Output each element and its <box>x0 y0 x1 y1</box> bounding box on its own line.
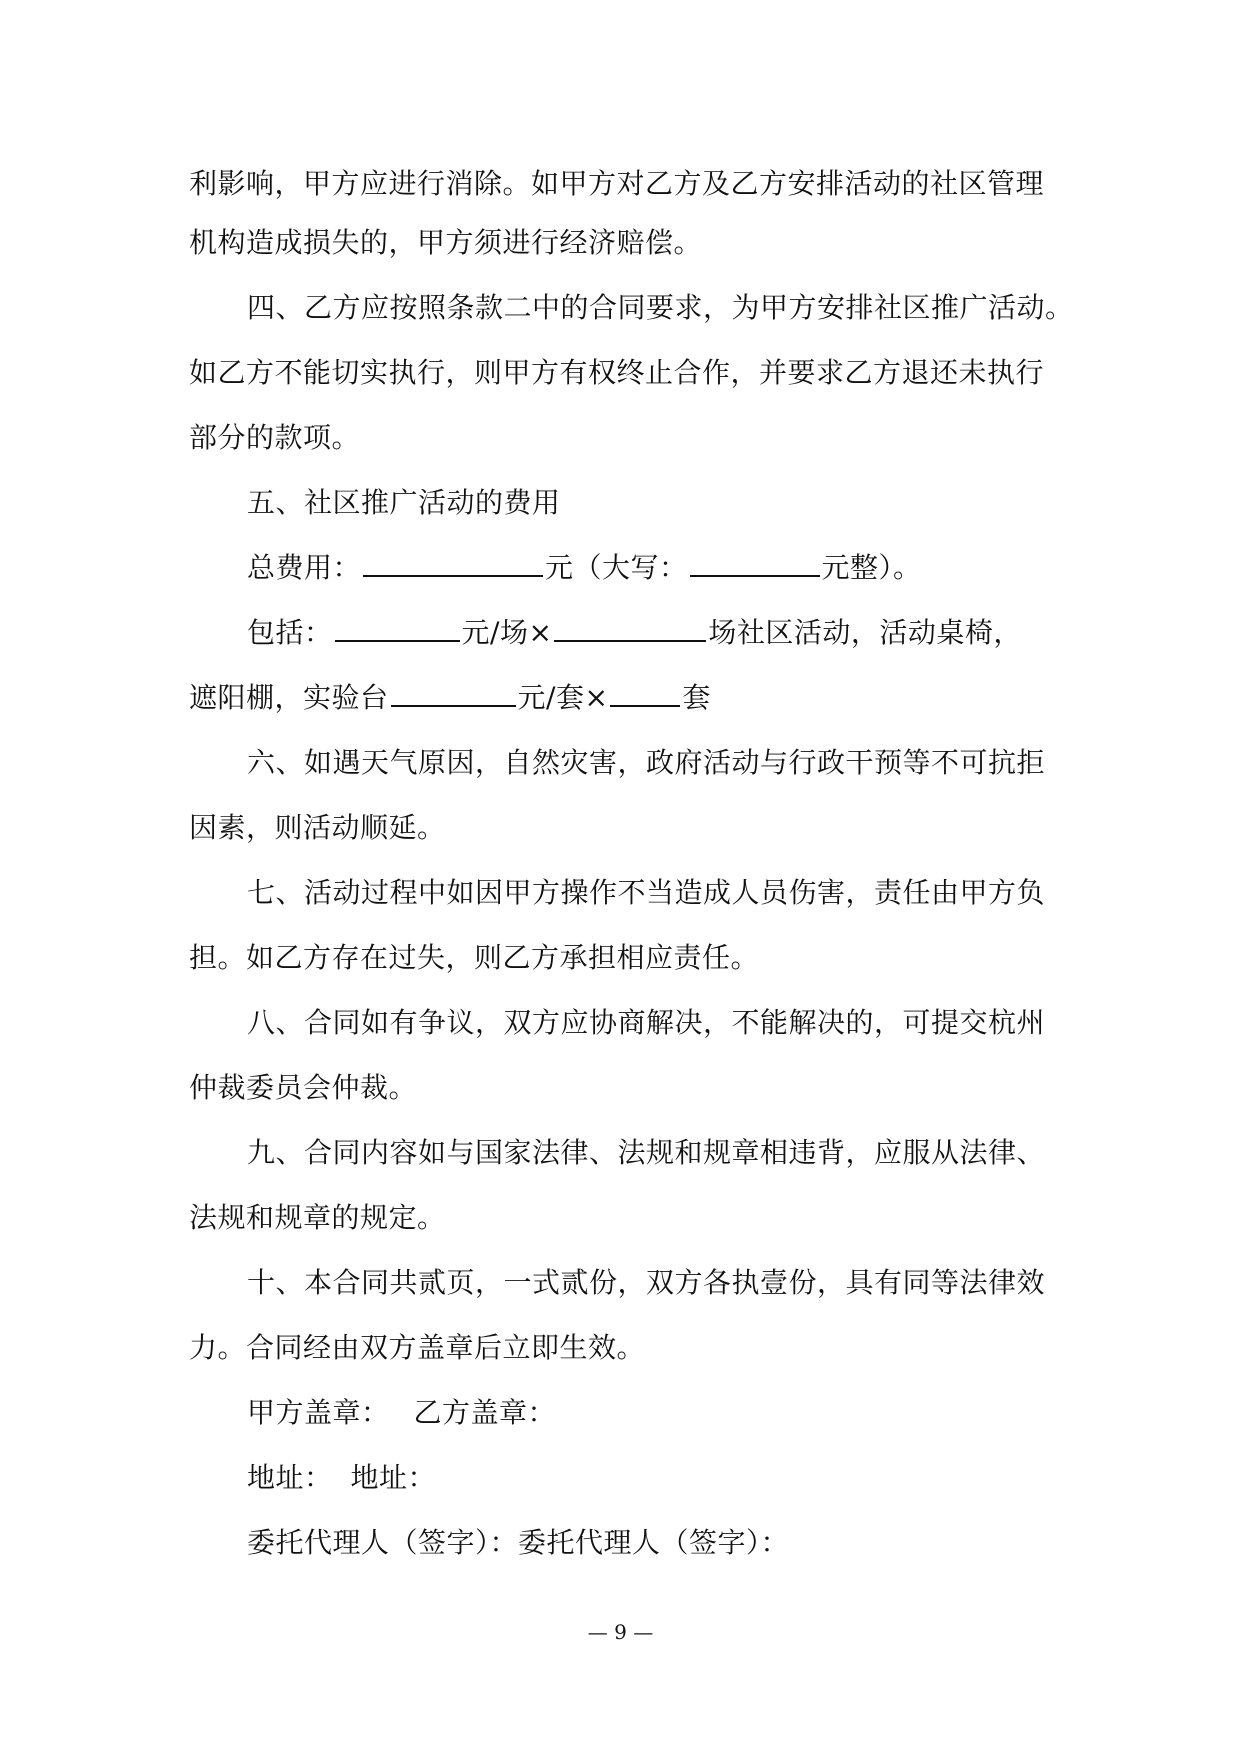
party-b-agent-label: 委托代理人（签字）： <box>518 1526 790 1559</box>
party-a-agent-label: 委托代理人（签字）： <box>247 1526 519 1559</box>
paragraph-4-line-3: 部分的款项。 <box>189 421 361 454</box>
paragraph-6-line-2: 因素，则活动顺延。 <box>189 811 446 844</box>
event-count-blank[interactable] <box>554 614 706 642</box>
fee-total-uppercase-blank[interactable] <box>690 549 820 577</box>
paragraph-7-line-2: 担。如乙方存在过失，则乙方承担相应责任。 <box>189 941 760 974</box>
fee-per-event-blank[interactable] <box>335 614 460 642</box>
paragraph-8-line-1: 八、合同如有争议，双方应协商解决，不能解决的，可提交杭州 <box>247 1006 1046 1039</box>
fee-total-unit: 元（大写： <box>545 551 688 584</box>
fee-detail-line-2 <box>189 678 711 718</box>
paragraph-4-line-2: 如乙方不能切实执行，则甲方有权终止合作，并要求乙方退还未执行 <box>189 356 1045 389</box>
set-count-unit: 套 <box>682 681 711 714</box>
fee-per-set-unit: 元/套× <box>517 681 609 714</box>
address-line <box>247 1458 436 1498</box>
fee-total-amount-blank[interactable] <box>363 549 543 577</box>
paragraph-10-line-2: 力。合同经由双方盖章后立即生效。 <box>189 1331 646 1364</box>
paragraph-6-line-1: 六、如遇天气原因，自然灾害，政府活动与行政干预等不可抗拒 <box>247 746 1046 779</box>
paragraph-3-line-1: 利影响，甲方应进行消除。如甲方对乙方及乙方安排活动的社区管理 <box>189 167 1045 200</box>
equipment-label: 遮阳棚，实验台 <box>189 681 389 714</box>
event-count-unit: 场社区活动，活动桌椅， <box>708 616 1022 649</box>
fee-total-unit-end: 元整）。 <box>821 551 922 584</box>
party-b-seal-label: 乙方盖章： <box>413 1396 557 1429</box>
page-number: — 9 — <box>587 1620 654 1644</box>
paragraph-3-line-2: 机构造成损失的，甲方须进行经济赔偿。 <box>189 226 703 259</box>
seal-line <box>247 1393 556 1433</box>
paragraph-8-line-2: 仲裁委员会仲裁。 <box>189 1071 418 1104</box>
paragraph-9-line-2: 法规和规章的规定。 <box>189 1201 446 1234</box>
fee-detail-label: 包括： <box>247 616 333 649</box>
paragraph-4-line-1: 四、乙方应按照条款二中的合同要求，为甲方安排社区推广活动。 <box>247 291 1074 324</box>
paragraph-9-line-1: 九、合同内容如与国家法律、法规和规章相违背，应服从法律、 <box>247 1136 1046 1169</box>
fee-per-event-unit: 元/场× <box>461 616 553 649</box>
paragraph-10-line-1: 十、本合同共贰页，一式贰份，双方各执壹份，具有同等法律效 <box>247 1266 1046 1299</box>
fee-total-line <box>247 548 922 588</box>
party-a-seal-label: 甲方盖章： <box>247 1396 390 1429</box>
paragraph-7-line-1: 七、活动过程中如因甲方操作不当造成人员伤害，责任由甲方负 <box>247 876 1046 909</box>
fee-per-set-blank[interactable] <box>391 679 516 707</box>
fee-detail-line-1 <box>247 613 1022 653</box>
party-a-address-label: 地址： <box>247 1461 333 1494</box>
agent-line <box>247 1523 789 1563</box>
paragraph-5-heading: 五、社区推广活动的费用 <box>247 486 561 519</box>
set-count-blank[interactable] <box>610 679 680 707</box>
fee-total-label: 总费用： <box>247 551 362 584</box>
party-b-address-label: 地址： <box>350 1461 437 1494</box>
